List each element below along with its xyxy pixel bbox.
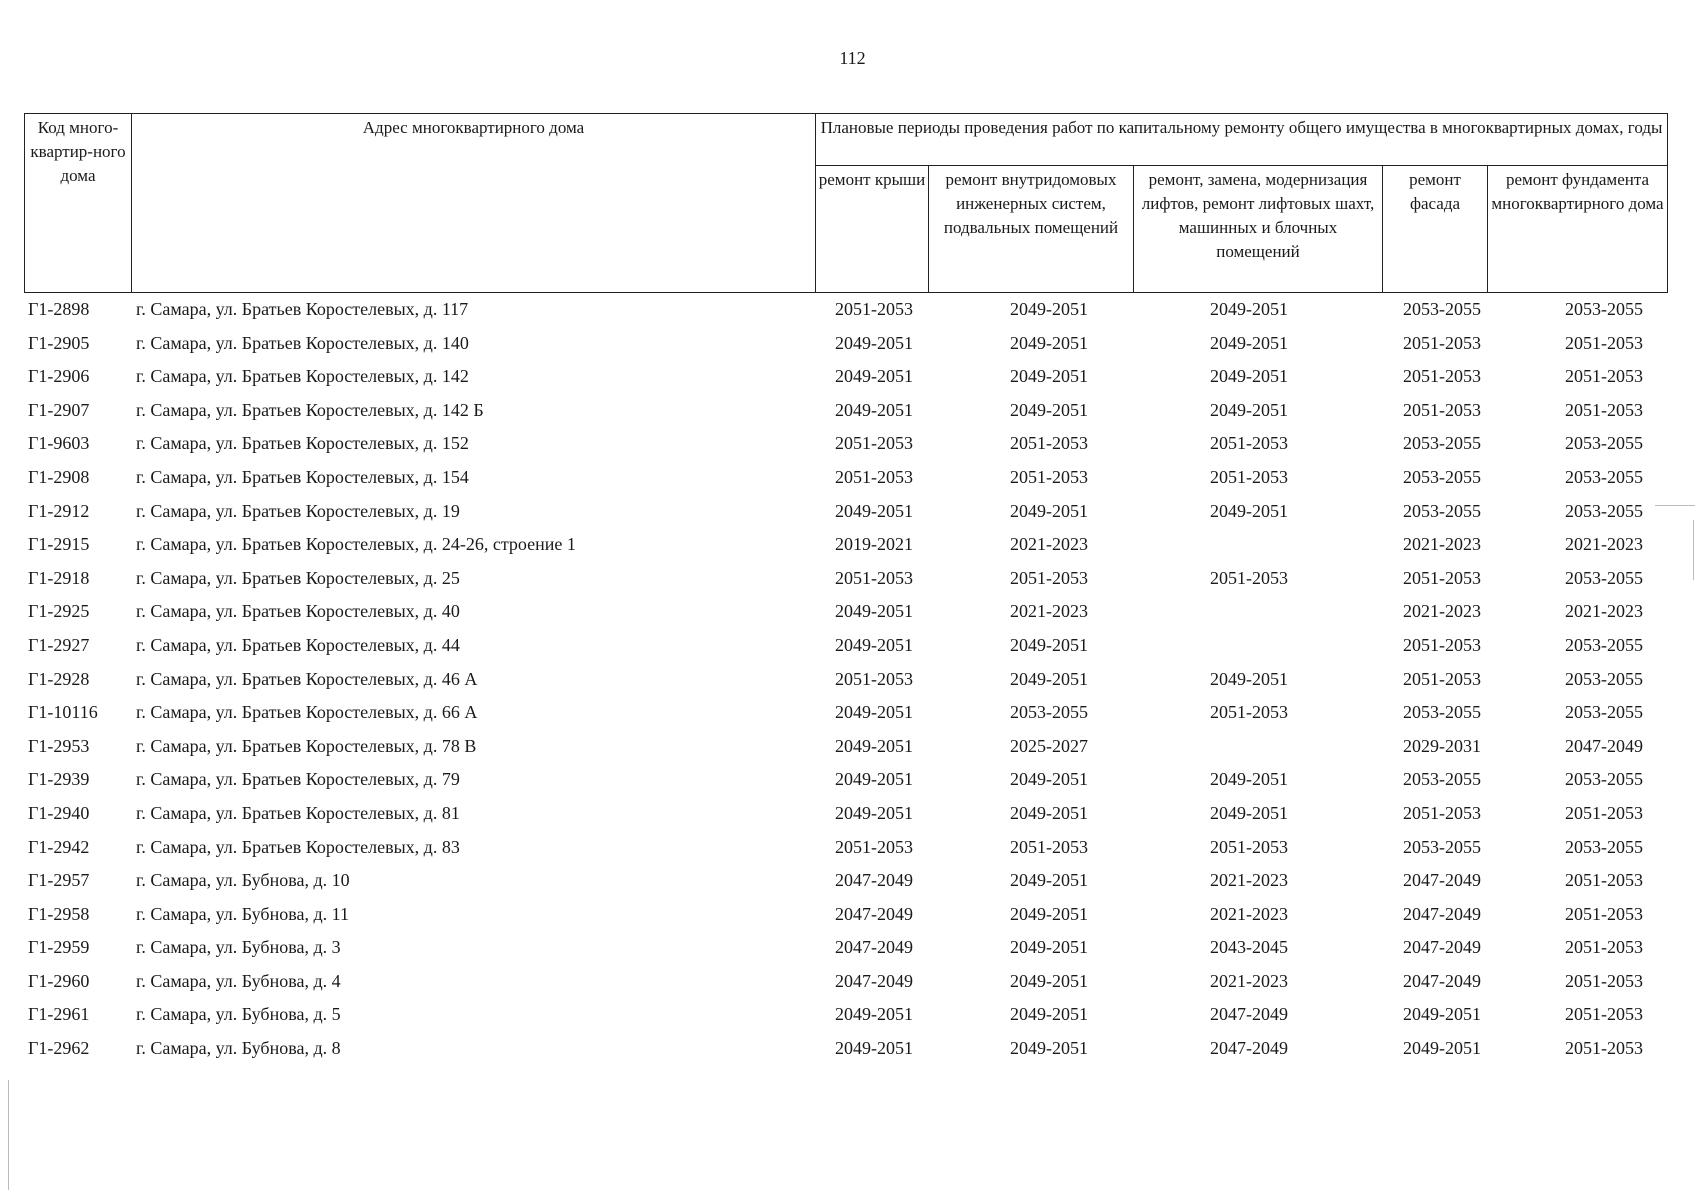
cell-lifts: 2049-2051 [1210, 769, 1288, 790]
table-row [24, 969, 1664, 1003]
cell-roof: 2047-2049 [835, 937, 913, 958]
cell-code: Г1-2927 [28, 634, 90, 655]
cell-code: Г1-2939 [28, 769, 90, 790]
cell-engineering: 2049-2051 [1010, 1038, 1088, 1059]
cell-lifts: 2049-2051 [1210, 399, 1288, 420]
cell-code: Г1-2940 [28, 802, 90, 823]
header-lifts: ремонт, замена, модернизация лифтов, ремонт лифтовых шахт, машинных и блочных помещений [1134, 166, 1383, 293]
cell-facade: 2051-2053 [1403, 399, 1481, 420]
header-foundation: ремонт фундамента многоквартирного дома [1488, 166, 1668, 293]
cell-roof: 2047-2049 [835, 870, 913, 891]
cell-engineering: 2049-2051 [1010, 634, 1088, 655]
cell-facade: 2029-2031 [1403, 735, 1481, 756]
table-row [24, 902, 1664, 936]
cell-address: г. Самара, ул. Бубнова, д. 11 [136, 903, 349, 924]
cell-foundation: 2053-2055 [1565, 567, 1643, 588]
cell-facade: 2051-2053 [1403, 802, 1481, 823]
cell-roof: 2047-2049 [835, 903, 913, 924]
cell-engineering: 2051-2053 [1010, 836, 1088, 857]
cell-facade: 2047-2049 [1403, 970, 1481, 991]
cell-roof: 2051-2053 [835, 567, 913, 588]
cell-roof: 2051-2053 [835, 433, 913, 454]
table-row [24, 297, 1664, 331]
table-row [24, 935, 1664, 969]
cell-roof: 2049-2051 [835, 332, 913, 353]
table-row [24, 499, 1664, 533]
cell-facade: 2051-2053 [1403, 332, 1481, 353]
cell-roof: 2019-2021 [835, 534, 913, 555]
cell-foundation: 2051-2053 [1565, 332, 1643, 353]
cell-engineering: 2049-2051 [1010, 802, 1088, 823]
cell-facade: 2021-2023 [1403, 534, 1481, 555]
cell-facade: 2051-2053 [1403, 634, 1481, 655]
cell-code: Г1-2915 [28, 534, 90, 555]
cell-roof: 2051-2053 [835, 466, 913, 487]
cell-address: г. Самара, ул. Бубнова, д. 4 [136, 970, 341, 991]
cell-facade: 2053-2055 [1403, 836, 1481, 857]
cell-address: г. Самара, ул. Братьев Коростелевых, д. 142 Б [136, 399, 484, 420]
table-row [24, 700, 1664, 734]
cell-address: г. Самара, ул. Братьев Коростелевых, д. 142 [136, 366, 469, 387]
cell-facade: 2049-2051 [1403, 1004, 1481, 1025]
cell-facade: 2053-2055 [1403, 769, 1481, 790]
cell-code: Г1-2958 [28, 903, 90, 924]
scan-mark [8, 1080, 9, 1190]
cell-facade: 2051-2053 [1403, 567, 1481, 588]
cell-foundation: 2053-2055 [1565, 702, 1643, 723]
cell-lifts: 2051-2053 [1210, 836, 1288, 857]
cell-foundation: 2051-2053 [1565, 1004, 1643, 1025]
cell-facade: 2051-2053 [1403, 366, 1481, 387]
cell-foundation: 2053-2055 [1565, 634, 1643, 655]
cell-foundation: 2051-2053 [1565, 802, 1643, 823]
cell-foundation: 2051-2053 [1565, 399, 1643, 420]
cell-address: г. Самара, ул. Бубнова, д. 10 [136, 870, 350, 891]
cell-engineering: 2049-2051 [1010, 970, 1088, 991]
cell-engineering: 2049-2051 [1010, 332, 1088, 353]
cell-roof: 2047-2049 [835, 970, 913, 991]
header-code: Код много-квартир-ного дома [25, 114, 132, 293]
cell-facade: 2053-2055 [1403, 466, 1481, 487]
cell-engineering: 2049-2051 [1010, 500, 1088, 521]
cell-code: Г1-2960 [28, 970, 90, 991]
cell-foundation: 2051-2053 [1565, 366, 1643, 387]
cell-foundation: 2051-2053 [1565, 870, 1643, 891]
cell-code: Г1-2925 [28, 601, 90, 622]
cell-code: Г1-2905 [28, 332, 90, 353]
table-header [24, 113, 1668, 293]
table-row [24, 566, 1664, 600]
cell-address: г. Самара, ул. Братьев Коростелевых, д. 152 [136, 433, 469, 454]
cell-roof: 2049-2051 [835, 802, 913, 823]
cell-code: Г1-2898 [28, 299, 90, 319]
cell-facade: 2053-2055 [1403, 299, 1481, 319]
cell-foundation: 2053-2055 [1565, 433, 1643, 454]
table-row [24, 465, 1664, 499]
cell-lifts: 2047-2049 [1210, 1004, 1288, 1025]
cell-roof: 2049-2051 [835, 702, 913, 723]
cell-foundation: 2053-2055 [1565, 836, 1643, 857]
cell-code: Г1-2953 [28, 735, 90, 756]
cell-address: г. Самара, ул. Братьев Коростелевых, д. 78 В [136, 735, 477, 756]
cell-address: г. Самара, ул. Братьев Коростелевых, д. 81 [136, 802, 460, 823]
header-roof: ремонт крыши [816, 166, 929, 293]
cell-address: г. Самара, ул. Бубнова, д. 3 [136, 937, 341, 958]
cell-facade: 2053-2055 [1403, 500, 1481, 521]
cell-roof: 2049-2051 [835, 735, 913, 756]
table-row [24, 801, 1664, 835]
cell-engineering: 2051-2053 [1010, 466, 1088, 487]
table-row [24, 633, 1664, 667]
cell-code: Г1-2907 [28, 399, 90, 420]
cell-facade: 2053-2055 [1403, 433, 1481, 454]
cell-facade: 2049-2051 [1403, 1038, 1481, 1059]
cell-code: Г1-2962 [28, 1038, 90, 1059]
cell-code: Г1-2942 [28, 836, 90, 857]
cell-engineering: 2049-2051 [1010, 937, 1088, 958]
cell-address: г. Самара, ул. Братьев Коростелевых, д. 140 [136, 332, 469, 353]
cell-lifts: 2021-2023 [1210, 870, 1288, 891]
cell-foundation: 2053-2055 [1565, 500, 1643, 521]
cell-facade: 2021-2023 [1403, 601, 1481, 622]
cell-engineering: 2025-2027 [1010, 735, 1088, 756]
table-row [24, 1002, 1664, 1036]
cell-code: Г1-2959 [28, 937, 90, 958]
table-row [24, 599, 1664, 633]
cell-foundation: 2053-2055 [1565, 668, 1643, 689]
cell-engineering: 2021-2023 [1010, 601, 1088, 622]
cell-code: Г1-10116 [28, 702, 98, 723]
cell-facade: 2047-2049 [1403, 937, 1481, 958]
cell-lifts: 2051-2053 [1210, 433, 1288, 454]
cell-roof: 2049-2051 [835, 1038, 913, 1059]
cell-facade: 2053-2055 [1403, 702, 1481, 723]
cell-code: Г1-2906 [28, 366, 90, 387]
cell-engineering: 2051-2053 [1010, 567, 1088, 588]
cell-address: г. Самара, ул. Братьев Коростелевых, д. 19 [136, 500, 460, 521]
cell-engineering: 2021-2023 [1010, 534, 1088, 555]
table-row [24, 734, 1664, 768]
cell-roof: 2049-2051 [835, 634, 913, 655]
page-number: 112 [839, 48, 866, 68]
cell-address: г. Самара, ул. Братьев Коростелевых, д. 25 [136, 567, 460, 588]
cell-code: Г1-2912 [28, 500, 90, 521]
cell-roof: 2049-2051 [835, 366, 913, 387]
cell-lifts: 2047-2049 [1210, 1038, 1288, 1059]
cell-foundation: 2051-2053 [1565, 970, 1643, 991]
cell-engineering: 2049-2051 [1010, 769, 1088, 790]
cell-engineering: 2051-2053 [1010, 433, 1088, 454]
scan-mark [1693, 520, 1694, 580]
cell-roof: 2049-2051 [835, 399, 913, 420]
cell-roof: 2049-2051 [835, 769, 913, 790]
cell-engineering: 2049-2051 [1010, 668, 1088, 689]
cell-address: г. Самара, ул. Братьев Коростелевых, д. 44 [136, 634, 460, 655]
cell-lifts: 2043-2045 [1210, 937, 1288, 958]
cell-roof: 2051-2053 [835, 836, 913, 857]
table-body [24, 297, 1664, 1070]
cell-address: г. Самара, ул. Бубнова, д. 8 [136, 1038, 341, 1059]
cell-engineering: 2049-2051 [1010, 903, 1088, 924]
cell-roof: 2051-2053 [835, 299, 913, 319]
cell-lifts: 2051-2053 [1210, 466, 1288, 487]
cell-code: Г1-2957 [28, 870, 90, 891]
scan-mark [1655, 505, 1695, 506]
cell-engineering: 2049-2051 [1010, 399, 1088, 420]
table-row [24, 835, 1664, 869]
cell-engineering: 2053-2055 [1010, 702, 1088, 723]
cell-lifts: 2051-2053 [1210, 702, 1288, 723]
cell-roof: 2049-2051 [835, 500, 913, 521]
cell-address: г. Самара, ул. Братьев Коростелевых, д. 154 [136, 466, 469, 487]
cell-address: г. Самара, ул. Братьев Коростелевых, д. 40 [136, 601, 460, 622]
cell-code: Г1-2908 [28, 466, 90, 487]
cell-engineering: 2049-2051 [1010, 299, 1088, 319]
cell-roof: 2049-2051 [835, 601, 913, 622]
cell-code: Г1-2928 [28, 668, 90, 689]
cell-lifts: 2021-2023 [1210, 970, 1288, 991]
cell-facade: 2051-2053 [1403, 668, 1481, 689]
cell-lifts: 2049-2051 [1210, 668, 1288, 689]
table-row [24, 364, 1664, 398]
cell-address: г. Самара, ул. Братьев Коростелевых, д. 117 [136, 299, 469, 319]
table-row [24, 667, 1664, 701]
table-row [24, 868, 1664, 902]
cell-foundation: 2021-2023 [1565, 601, 1643, 622]
cell-roof: 2049-2051 [835, 1004, 913, 1025]
cell-roof: 2051-2053 [835, 668, 913, 689]
cell-engineering: 2049-2051 [1010, 366, 1088, 387]
table-row [24, 398, 1664, 432]
cell-lifts: 2049-2051 [1210, 332, 1288, 353]
header-facade: ремонт фасада [1383, 166, 1488, 293]
cell-foundation: 2053-2055 [1565, 299, 1643, 319]
table-row [24, 331, 1664, 365]
cell-lifts: 2049-2051 [1210, 299, 1288, 319]
cell-facade: 2047-2049 [1403, 870, 1481, 891]
cell-lifts: 2049-2051 [1210, 802, 1288, 823]
cell-engineering: 2049-2051 [1010, 870, 1088, 891]
cell-foundation: 2051-2053 [1565, 1038, 1643, 1059]
table-row [24, 767, 1664, 801]
table-row [24, 431, 1664, 465]
cell-address: г. Самара, ул. Братьев Коростелевых, д. 24-26, строение 1 [136, 534, 576, 555]
header-address: Адрес многоквартирного дома [132, 114, 816, 293]
cell-lifts: 2049-2051 [1210, 500, 1288, 521]
cell-lifts: 2049-2051 [1210, 366, 1288, 387]
cell-code: Г1-2961 [28, 1004, 90, 1025]
cell-lifts: 2051-2053 [1210, 567, 1288, 588]
cell-facade: 2047-2049 [1403, 903, 1481, 924]
cell-foundation: 2053-2055 [1565, 466, 1643, 487]
cell-engineering: 2049-2051 [1010, 1004, 1088, 1025]
cell-code: Г1-9603 [28, 433, 90, 454]
header-engineering: ремонт внутридомовых инженерных систем, подвальных помещений [929, 166, 1134, 293]
cell-foundation: 2053-2055 [1565, 769, 1643, 790]
cell-address: г. Самара, ул. Братьев Коростелевых, д. 66 А [136, 702, 478, 723]
cell-foundation: 2021-2023 [1565, 534, 1643, 555]
header-periods: Плановые периоды проведения работ по капитальному ремонту общего имущества в многоквартирных домах, годы [816, 114, 1668, 166]
cell-foundation: 2051-2053 [1565, 903, 1643, 924]
cell-address: г. Самара, ул. Братьев Коростелевых, д. 79 [136, 769, 460, 790]
cell-foundation: 2051-2053 [1565, 937, 1643, 958]
table-row [24, 1036, 1664, 1070]
cell-lifts: 2021-2023 [1210, 903, 1288, 924]
cell-address: г. Самара, ул. Бубнова, д. 5 [136, 1004, 341, 1025]
table-row [24, 532, 1664, 566]
cell-address: г. Самара, ул. Братьев Коростелевых, д. 46 А [136, 668, 478, 689]
cell-foundation: 2047-2049 [1565, 735, 1643, 756]
cell-code: Г1-2918 [28, 567, 90, 588]
cell-address: г. Самара, ул. Братьев Коростелевых, д. 83 [136, 836, 460, 857]
